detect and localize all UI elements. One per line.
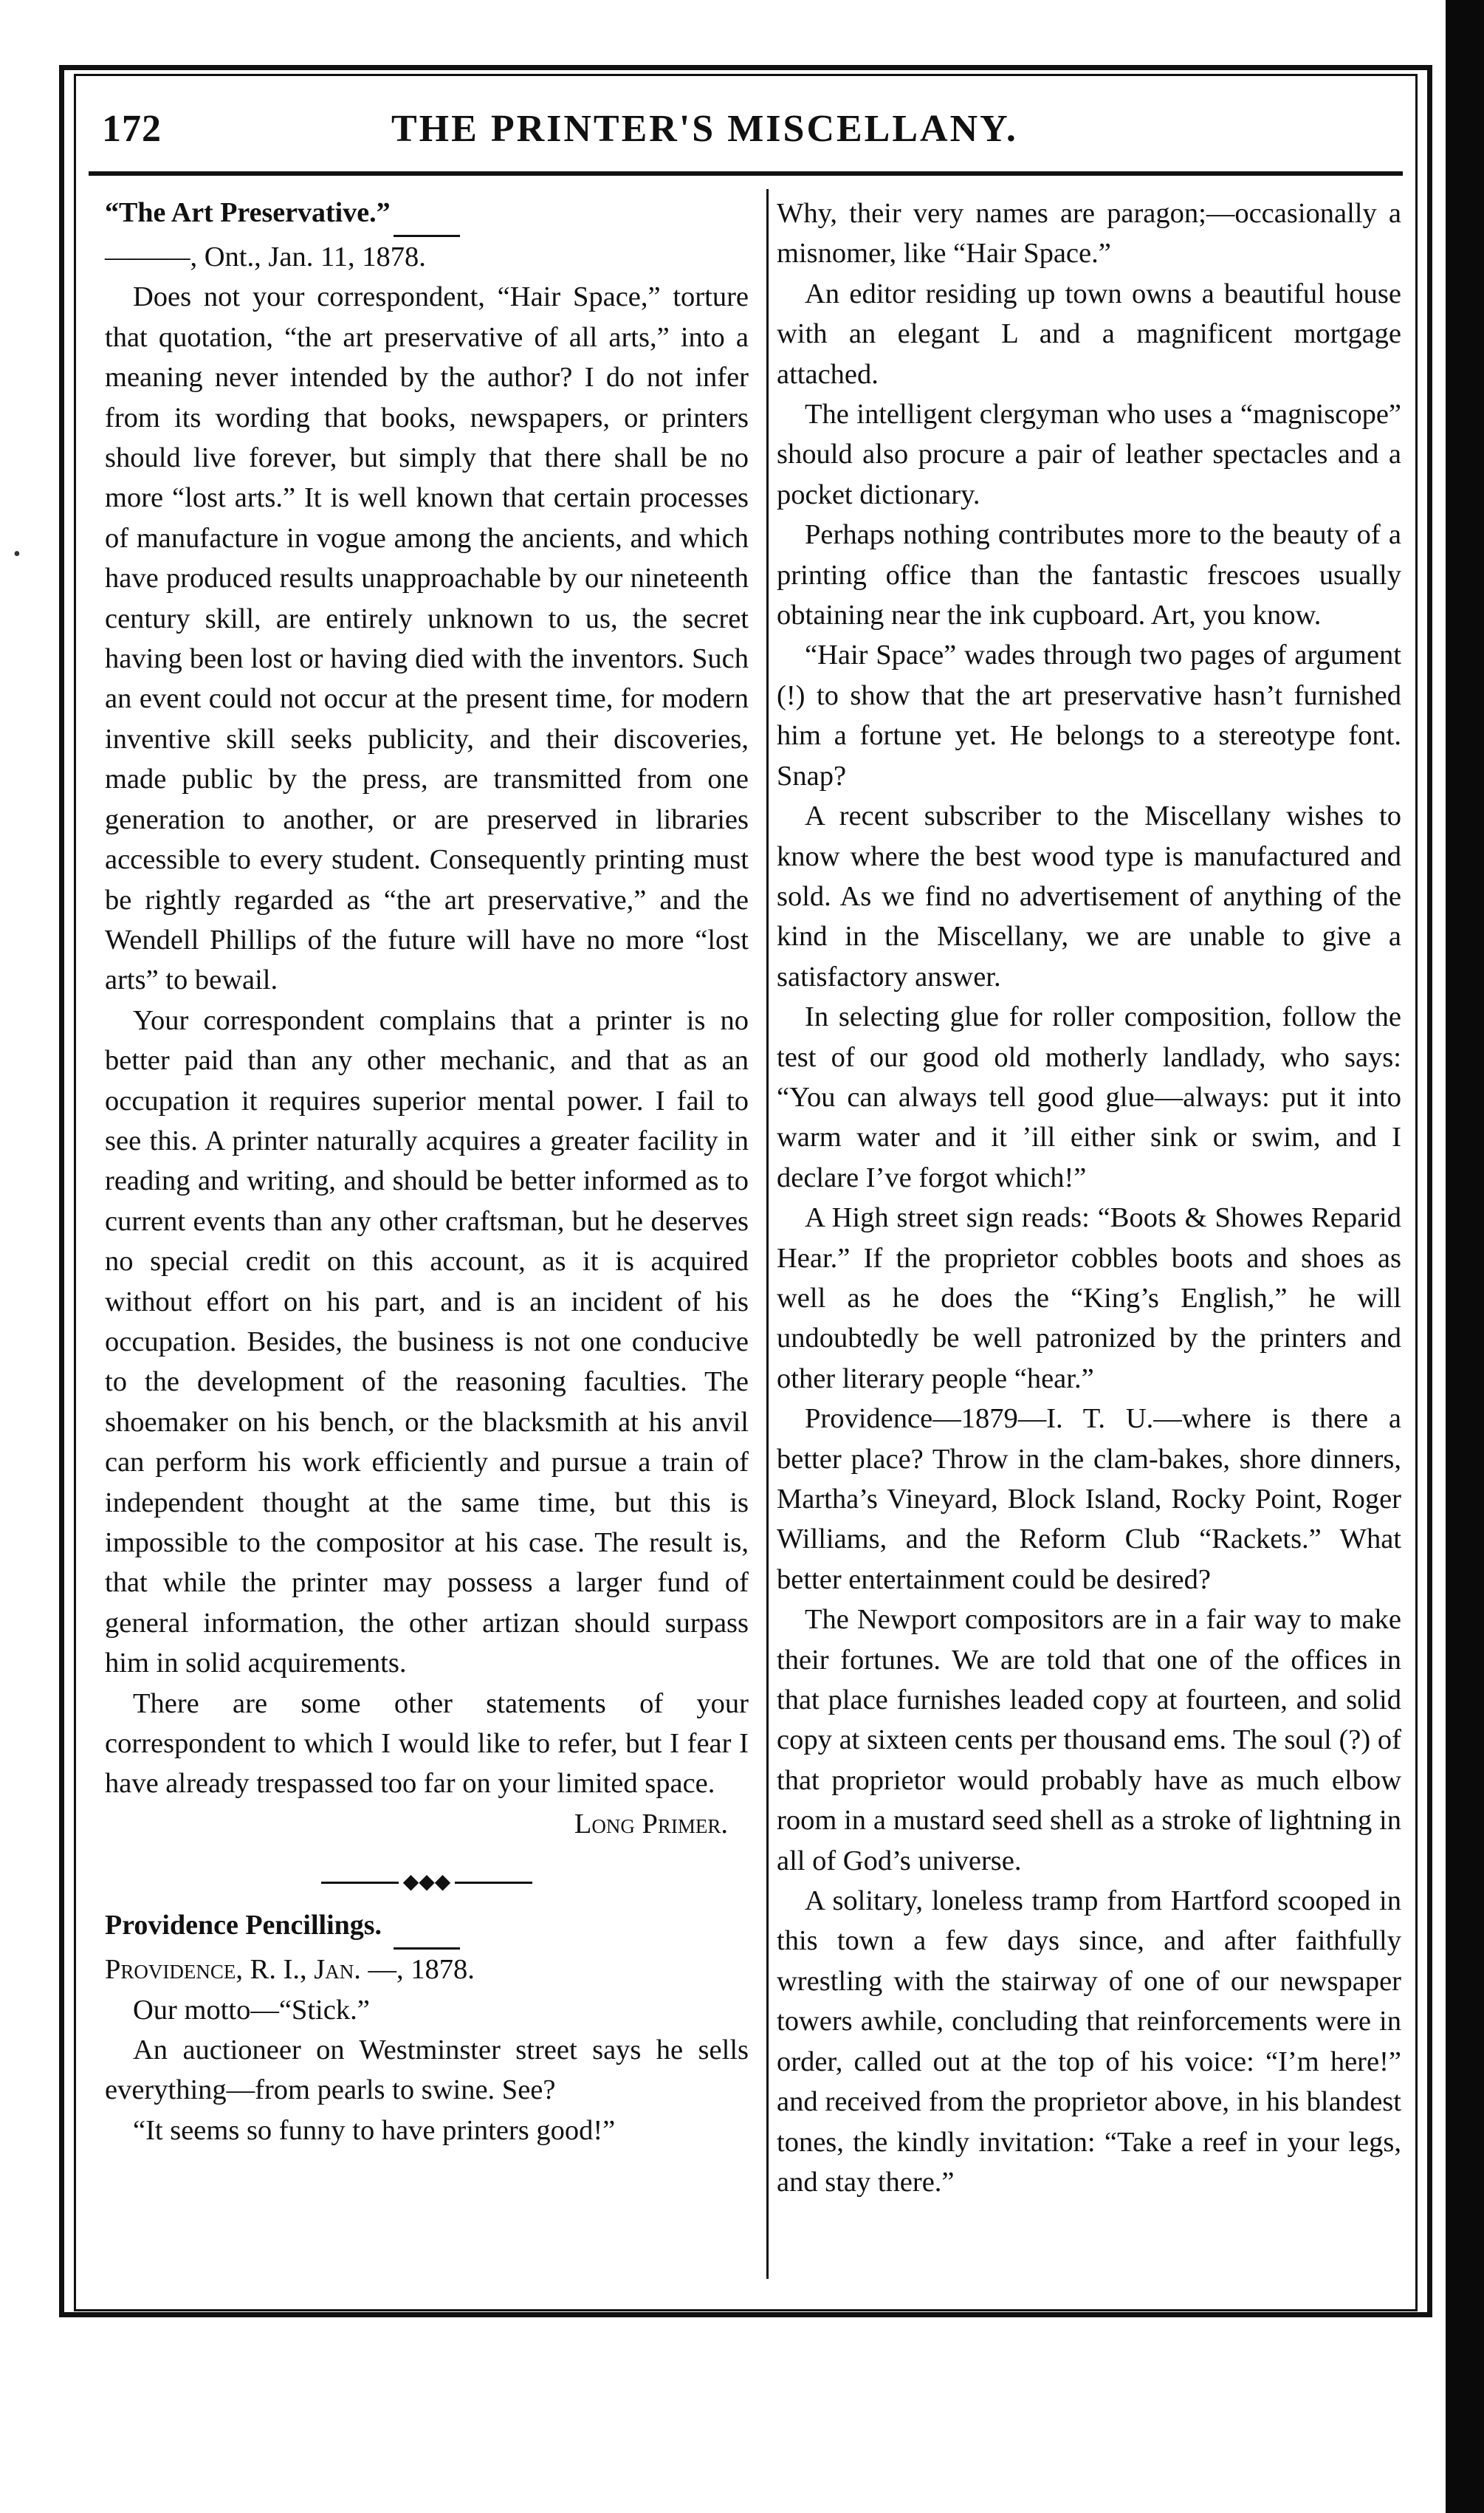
- article-headline: “The Art Preservative.”: [105, 197, 391, 228]
- right-column: [777, 193, 1401, 2202]
- article-paragraph: A High street sign reads: “Boots & Showes Reparid Hear.” If the proprietor cobbles boots and shoes as well as he does the “King’s English,” he will undoubtedly be well patronized by the printers and other literary people “hear.”: [777, 1202, 1401, 1394]
- article-paragraph: An auctioneer on Westminster street says he sells everything—from pearls to swine. See?: [105, 2034, 749, 2106]
- article-paragraph: A solitary, loneless tramp from Hartford scooped in this town a few days since, and after faithfully wrestling with the stairway of one of our newspaper towers awhile, concluding that reinforcements were in order, called out at the top of his voice: “I’m here!” and received from the proprietor above, in his blandest tones, the kindly invitation: “Take a reef in your legs, and stay there.”: [777, 1885, 1401, 2198]
- signature-line: [105, 1804, 749, 1844]
- header-rule: [89, 171, 1403, 176]
- article-paragraph: “Hair Space” wades through two pages of argument (!) to show that the art preservative hasn’t furnished him a fortune yet. He belongs to a stereotype font. Snap?: [777, 640, 1401, 792]
- article-headline: Providence Pencillings.: [105, 1910, 382, 1941]
- article-paragraph: “It seems so funny to have printers good!”: [133, 2114, 616, 2146]
- author-signature: Long Primer.: [574, 1808, 728, 1840]
- article-paragraph: Providence—1879—I. T. U.—where is there a better place? Throw in the clam-bakes, shore dinners, Martha’s Vineyard, Block Island, Rocky Point, Roger Williams, and the Reform Club “Rackets.” What better entertainment could be desired?: [777, 1403, 1401, 1595]
- article-paragraph: Your correspondent complains that a printer is no better paid than any other mechanic, and that as an occupation it requires superior mental power. I fail to see this. A printer naturally acquires a greater facility in reading and writing, and should be better informed as to current events than any other craftsman, but he deserves no special credit on this account, as it is acquired without effort on his part, and is an incident of his occupation. Besides, the business is not one conducive to the development of the reasoning faculties. The shoemaker on his bench, or the blacksmith at his anvil can perform his work efficiently and pursue a train of independent thought at the same time, but this is impossible to the compositor at his case. The result is, that while the printer may possess a larger fund of general information, the other artizan should surpass him in solid acquirements.: [105, 1004, 749, 1679]
- closing-paragraph: [105, 1684, 749, 1804]
- article-dateline: ———, Ont., Jan. 11, 1878.: [105, 241, 426, 272]
- page-number: 172: [102, 108, 162, 150]
- scan-speck: •: [13, 543, 21, 566]
- article-paragraph: Perhaps nothing contributes more to the beauty of a printing office than the fantastic frescoes usually obtaining near the ink cupboard. Art, you know.: [777, 519, 1401, 631]
- section-ornament: ◆◆◆: [105, 1865, 749, 1900]
- article-paragraph: The intelligent clergyman who uses a “magniscope” should also procure a pair of leather spectacles and a pocket dictionary.: [777, 399, 1401, 510]
- article-paragraph: The Newport compositors are in a fair way to make their fortunes. We are told that one of the offices in that place furnishes leaded copy at fourteen, and solid copy at sixteen cents per thousand ems. The soul (?) of that proprietor would probably have as much elbow room in a mustard seed shell as a stroke of lightning in all of God’s universe.: [777, 1604, 1401, 1876]
- left-column: [105, 193, 749, 2150]
- article-paragraph: Does not your correspondent, “Hair Space,” torture that quotation, “the art preservative of all arts,” into a meaning never intended by the author? I do not infer from its wording that books, newspapers, or printers should live forever, but simply that there shall be no more “lost arts.” It is well known that certain processes of manufacture in vogue among the ancients, and which have produced results unapproachable by our nineteenth century skill, are entirely unknown to us, the secret having been lost or having died with the inventors. Such an event could not occur at the present time, for modern inventive skill seeks publicity, and their discoveries, made public by the press, are transmitted from one generation to another, or are preserved in libraries accessible to every student. Consequently printing must be rightly regarded as “the art preservative,” and the Wendell Phillips of the future will have no more “lost arts” to bewail.: [105, 281, 749, 996]
- running-head-title: THE PRINTER'S MISCELLANY.: [391, 108, 1018, 150]
- article-paragraph: In selecting glue for roller composition, follow the test of our good old motherly landlady, who says: “You can always tell good glue—always: put it into warm water and it ’ill either sink or swim, and I declare I’ve forgot which!”: [777, 1001, 1401, 1193]
- article-paragraph: There are some other statements of your correspondent to which I would like to refer, but I fear I have already trespassed too far on your limited space.: [105, 1687, 749, 1800]
- scan-edge-shadow: [1446, 0, 1484, 2513]
- article-paragraph: Why, their very names are paragon;—occasionally a misnomer, like “Hair Space.”: [777, 198, 1401, 270]
- article-paragraph: A recent subscriber to the Miscellany wishes to know where the best wood type is manufactured and sold. As we find no advertisement of anything of the kind in the Miscellany, we are unable to give a satisfactory answer.: [777, 800, 1401, 992]
- article-paragraph: Our motto—“Stick.”: [133, 1994, 370, 2026]
- column-divider: [766, 189, 769, 2279]
- article-dateline: Providence, R. I., Jan. —, 1878.: [105, 1954, 475, 1986]
- article-paragraph: An editor residing up town owns a beautiful house with an elegant L and a magnificent mortgage attached.: [777, 278, 1401, 390]
